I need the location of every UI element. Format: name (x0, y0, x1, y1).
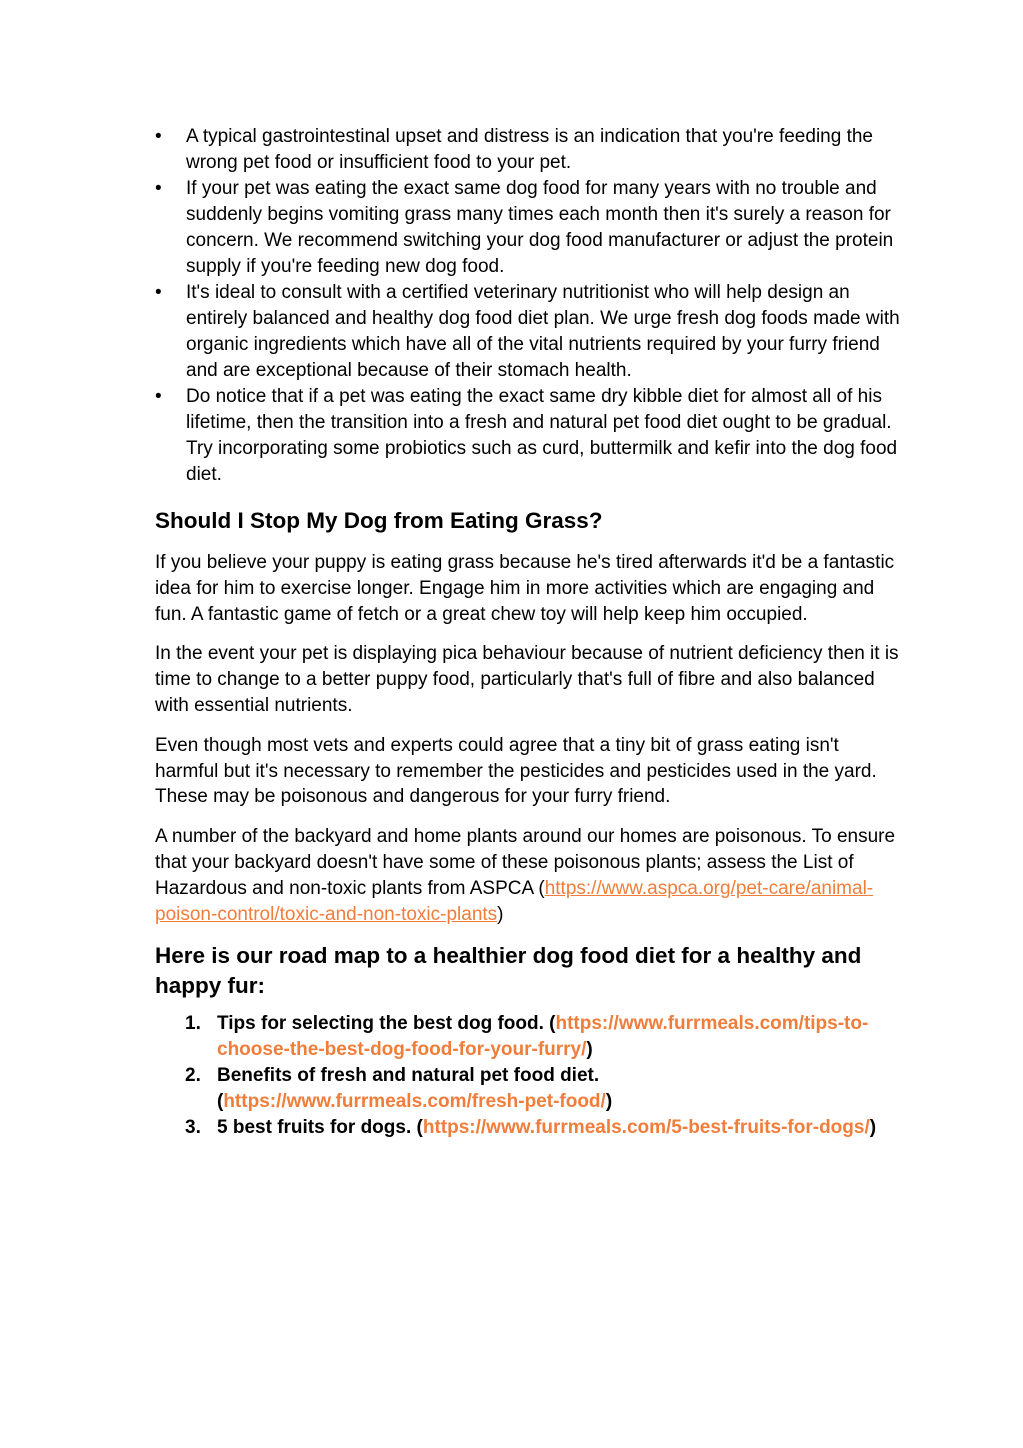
furrmeals-tips-link[interactable]: https://www.furrmeals.com/tips-to-choose-the-best-dog-food-for-your-furry/ (217, 1013, 869, 1061)
section-heading-grass: Should I Stop My Dog from Eating Grass? (155, 508, 603, 533)
bullet-dot: • (155, 386, 162, 407)
paren-open: ( (538, 877, 545, 899)
aspca-link[interactable]: https://www.aspca.org/pet-care/animal-poison-control/toxic-and-non-toxic-plants (155, 877, 874, 925)
paren-open: ( (416, 1117, 423, 1139)
paren-close: ) (497, 903, 504, 925)
roadmap-item (155, 1063, 905, 1115)
item-text: Tips for selecting the best dog food. (217, 1013, 544, 1035)
paragraph-aspca (155, 824, 905, 927)
paren-open: ( (217, 1091, 224, 1113)
roadmap-item (155, 1011, 905, 1063)
bullet-text: Do notice that if a pet was eating the exact same dry kibble diet for almost all of his lifetime, then the transition into a fresh and natural pet food diet ought to be gradual. Try incorporating some probiotics such as curd, buttermilk and kefir into the dog food diet. (186, 386, 898, 485)
bullet-text: If your pet was eating the exact same dog food for many years with no trouble and suddenly begins vomiting grass many times each month then it's surely a reason for concern. We recommend switching your dog food manufacturer or adjust the protein supply if you're feeding new dog food. (186, 178, 894, 277)
bullet-dot: • (155, 282, 162, 303)
paren-close: ) (586, 1039, 593, 1061)
section-heading-roadmap: Here is our road map to a healthier dog food diet for a healthy and happy fur: (155, 943, 862, 999)
bullet-text: A typical gastrointestinal upset and distress is an indication that you're feeding the wrong pet food or insufficient food to your pet. (186, 126, 873, 173)
furrmeals-fresh-food-link[interactable]: https://www.furrmeals.com/fresh-pet-food/ (223, 1091, 606, 1113)
paragraph: Even though most vets and experts could agree that a tiny bit of grass eating isn't harmful but it's necessary to remember the pesticides and pesticides used in the yard. These may be poisonous and dangerous for your furry friend. (155, 734, 877, 808)
roadmap-item (155, 1115, 905, 1141)
item-text: Benefits of fresh and natural pet food diet. (217, 1065, 600, 1087)
paragraph: If you believe your puppy is eating grass because he's tired afterwards it'd be a fantastic idea for him to exercise longer. Engage him in more activities which are engaging and fun. A fantastic game of fetch or a great chew toy will help keep him occupied. (155, 552, 895, 625)
item-number: 1. (185, 1013, 201, 1035)
bullet-dot: • (155, 178, 162, 199)
paren-close: ) (869, 1117, 877, 1139)
bullet-item (155, 124, 905, 176)
item-text: 5 best fruits for dogs. (217, 1117, 412, 1139)
paren-close: ) (605, 1091, 613, 1113)
item-number: 2. (185, 1065, 201, 1087)
paragraph-text: A number of the backyard and home plants around our homes are poisonous. To ensure that your backyard doesn't have some of these poisonous plants; assess the List of Hazardous and non-toxic plants from ASPCA (155, 826, 896, 899)
paren-open: ( (549, 1013, 556, 1035)
item-number: 3. (185, 1117, 201, 1139)
document-page (155, 124, 905, 1141)
bullet-item (155, 384, 905, 488)
bullet-item (155, 280, 905, 384)
paragraph: In the event your pet is displaying pica behaviour because of nutrient deficiency then it is time to change to a better puppy food, particularly that's full of fibre and also balanced with essential nutrients. (155, 643, 899, 716)
bullet-text: It's ideal to consult with a certified veterinary nutritionist who will help design an entirely balanced and healthy dog food diet plan. We urge fresh dog foods made with organic ingredients which have all of the vital nutrients required by your furry friend and are exceptional because of their stomach health. (186, 282, 900, 381)
bullet-item (155, 176, 905, 280)
furrmeals-fruits-link[interactable]: https://www.furrmeals.com/5-best-fruits-for-dogs/ (422, 1117, 870, 1139)
bullet-list (155, 124, 905, 488)
bullet-dot: • (155, 126, 162, 147)
roadmap-list (155, 1011, 905, 1141)
